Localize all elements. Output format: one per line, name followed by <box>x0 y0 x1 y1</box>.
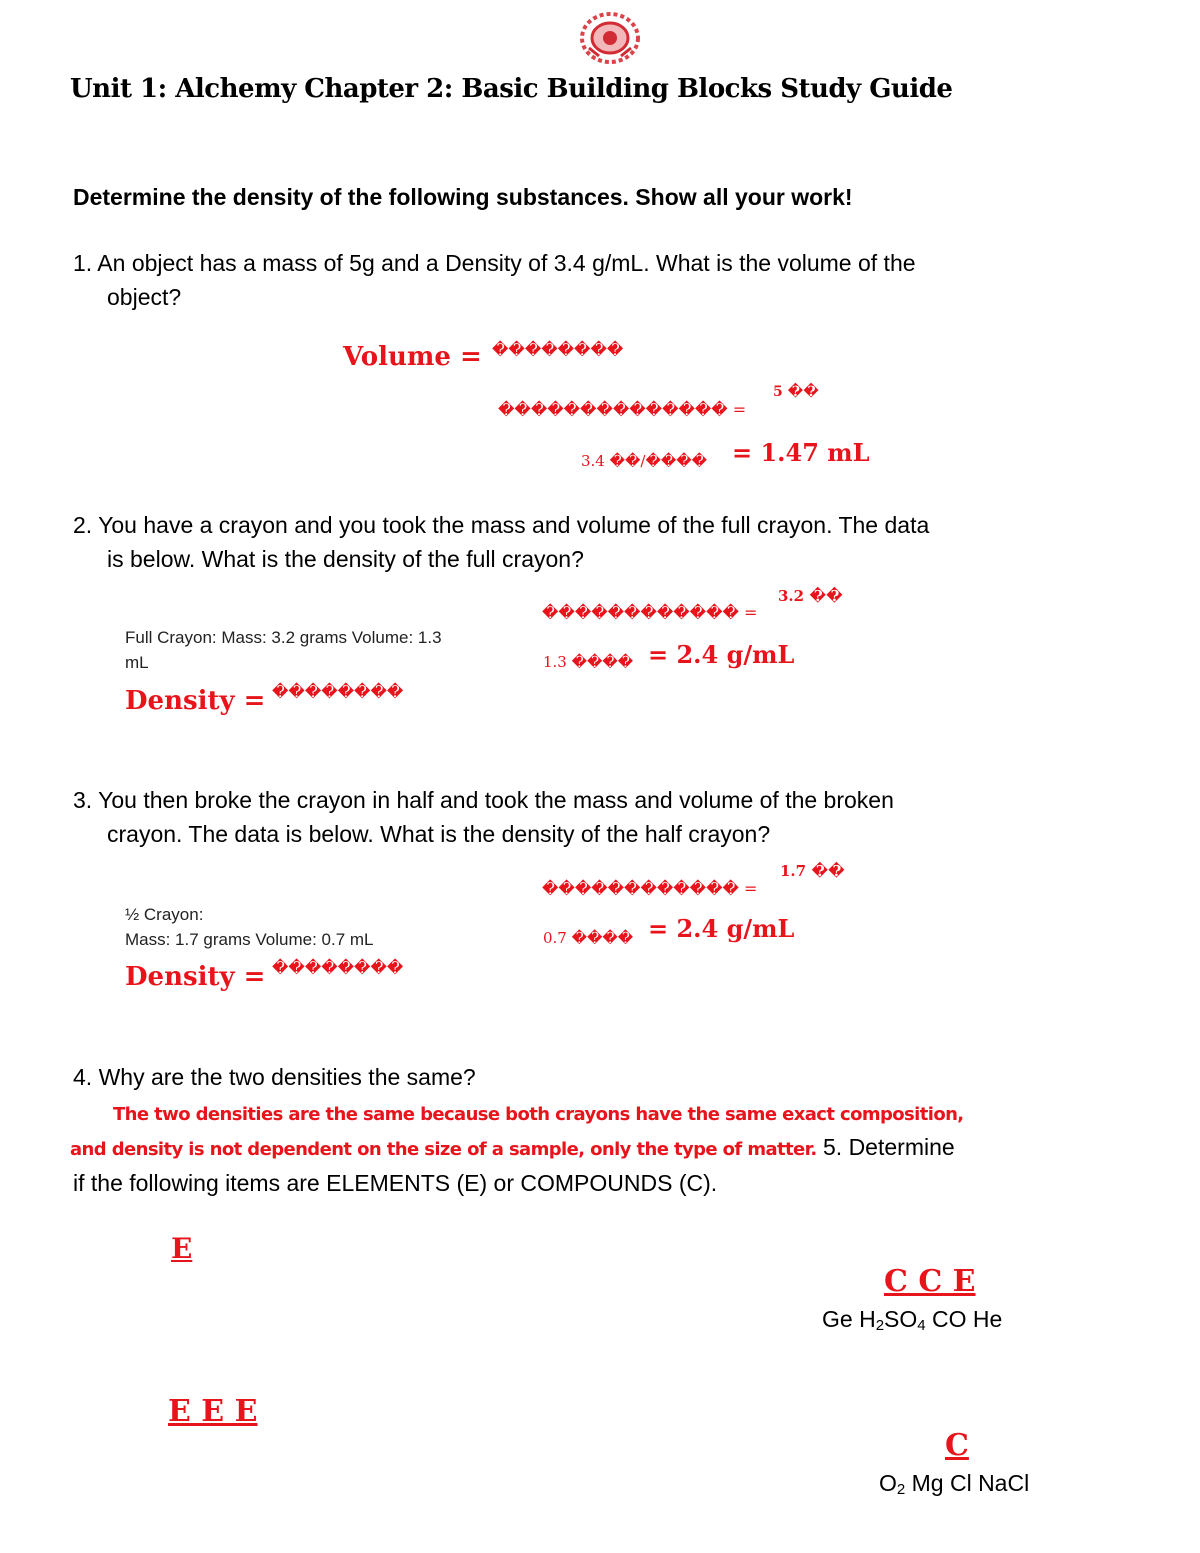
q1-mass-numerator: 5 �� <box>773 384 819 400</box>
q2-mass-numerator: 3.2 �� <box>778 587 843 605</box>
school-seal-logo <box>575 8 645 68</box>
q4-answer-line1: The two densities are the same because both crayons have the same exact composition, <box>113 1104 964 1125</box>
q3-data-line1: ½ Crayon: <box>125 905 204 924</box>
q3-fraction-line: ������������ = <box>542 879 758 898</box>
q1-text-line2: object? <box>107 284 182 310</box>
instructions: Determine the density of the following substances. Show all your work! <box>73 184 853 210</box>
q3-garbled-text: �������� <box>272 958 404 977</box>
q3-data-line2: Mass: 1.7 grams Volume: 0.7 mL <box>125 930 374 949</box>
q2-result: = 2.4 g/mL <box>648 640 795 669</box>
q3-denominator: 0.7 ���� <box>543 929 634 947</box>
q2-density-label: Density = <box>125 686 266 716</box>
q2-data-line2: mL <box>125 653 149 672</box>
q2-garbled-text: �������� <box>272 682 404 701</box>
q4-answer-line2-container <box>70 1134 955 1161</box>
q5-answer-c: E E E <box>168 1394 258 1429</box>
q3-mass-numerator: 1.7 �� <box>780 862 845 880</box>
q5-question-start: 5. Determine <box>816 1134 955 1160</box>
q3-text-line1: 3. You then broke the crayon in half and took the mass and volume of the broken <box>73 787 894 813</box>
q5-question-line2: if the following items are ELEMENTS (E) or COMPOUNDS (C). <box>73 1170 718 1196</box>
q1-denominator: 3.4 ��/���� <box>581 452 707 470</box>
q2-text-line1: 2. You have a crayon and you took the mass and volume of the full crayon. The data <box>73 512 930 538</box>
q2-fraction-line: ������������ = <box>542 603 758 622</box>
q5-items-b: Ge $H_2SO_4$ CO He <box>822 1306 1003 1334</box>
page-title: Unit 1: Alchemy Chapter 2: Basic Building Blocks Study Guide <box>70 74 953 104</box>
q1-result: = 1.47 mL <box>732 438 870 467</box>
q5-answer-d: C <box>945 1428 969 1463</box>
q5-answer-a: E <box>171 1232 193 1265</box>
q5-items-d: $O_2$ Mg Cl NaCl <box>879 1470 1030 1498</box>
q2-text-line2: is below. What is the density of the full crayon? <box>107 546 584 572</box>
q1-garbled-text: �������� <box>492 340 624 359</box>
q4-question: 4. Why are the two densities the same? <box>73 1064 476 1090</box>
q1-fraction-line: �������������� = <box>498 400 747 419</box>
q3-result: = 2.4 g/mL <box>648 914 795 943</box>
q1-volume-label: Volume = <box>343 342 482 372</box>
q1-text-line1: 1. An object has a mass of 5g and a Density of 3.4 g/mL. What is the volume of the <box>73 250 916 276</box>
q5-answer-b: C C E <box>884 1264 976 1299</box>
q2-denominator: 1.3 ���� <box>543 653 634 671</box>
q2-data-line1: Full Crayon: Mass: 3.2 grams Volume: 1.3 <box>125 628 442 647</box>
q3-text-line2: crayon. The data is below. What is the density of the half crayon? <box>107 821 771 847</box>
q3-density-label: Density = <box>125 962 266 992</box>
q4-answer-line2: and density is not dependent on the size of a sample, only the type of matter. <box>70 1139 817 1160</box>
